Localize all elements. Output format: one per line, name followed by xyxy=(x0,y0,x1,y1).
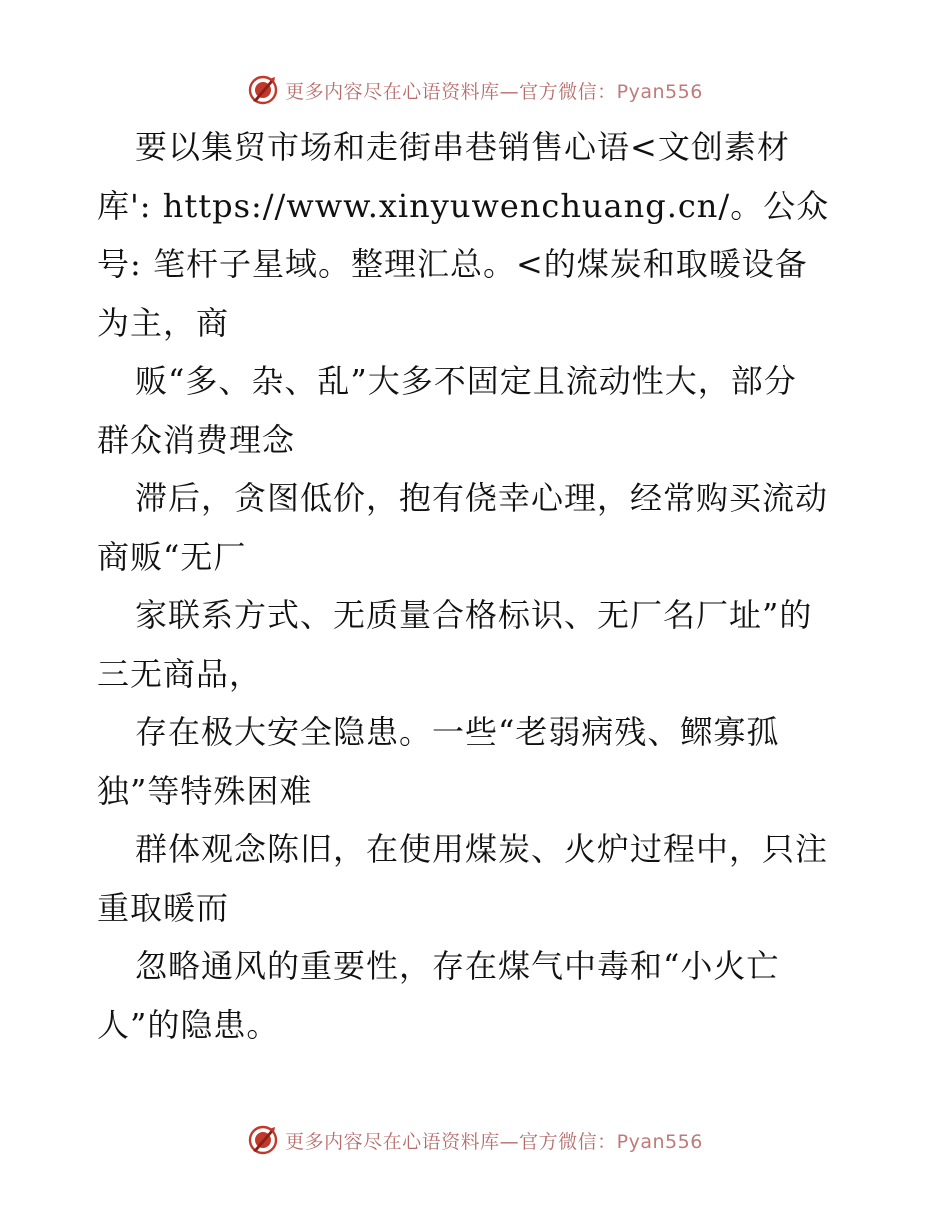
footer-banner-text: 更多内容尽在心语资料库—官方微信：Pyan556 xyxy=(285,1130,703,1153)
text-line: 群体观念陈旧，在使用煤炭、火炉过程中，只注 xyxy=(135,830,829,868)
paragraph xyxy=(97,118,857,352)
text-line: 三无商品， xyxy=(97,654,263,693)
header-banner xyxy=(0,70,950,110)
text-line: 重取暖而 xyxy=(97,888,230,927)
paragraph xyxy=(97,586,857,703)
document-body xyxy=(97,118,857,1054)
text-line: 存在极大安全隐患。一些“老弱病残、鳏寡孤 xyxy=(135,713,780,751)
text-line: 商贩“无厂 xyxy=(97,537,247,576)
text-line: 独”等特殊困难 xyxy=(97,771,313,810)
paragraph xyxy=(97,703,857,820)
text-line: 库': https://www.xinyuwenchuang.cn/。公众 xyxy=(97,186,830,225)
text-line: 滞后，贪图低价，抱有侥幸心理，经常购买流动 xyxy=(135,479,829,517)
paragraph xyxy=(97,937,857,1054)
paragraph xyxy=(97,352,857,469)
text-line: 为主，商 xyxy=(97,303,230,342)
quill-pen-logo-icon xyxy=(247,1124,279,1156)
text-line: 贩“多、杂、乱”大多不固定且流动性大，部分 xyxy=(135,362,797,400)
text-line: 号: 笔杆子星域。整理汇总。<的煤炭和取暖设备 xyxy=(97,245,808,283)
text-line: 忽略通风的重要性，存在煤气中毒和“小火亡 xyxy=(135,947,780,985)
paragraph xyxy=(97,469,857,586)
text-line: 群众消费理念 xyxy=(97,420,296,459)
footer-banner xyxy=(0,1120,950,1160)
header-banner-text: 更多内容尽在心语资料库—官方微信：Pyan556 xyxy=(285,80,703,103)
quill-pen-logo-icon xyxy=(247,74,279,106)
text-line: 人”的隐患。 xyxy=(97,1005,280,1044)
text-line: 要以集贸市场和走街串巷销售心语<文创素材 xyxy=(135,128,790,166)
paragraph xyxy=(97,820,857,937)
text-line: 家联系方式、无质量合格标识、无厂名厂址”的 xyxy=(135,596,813,634)
